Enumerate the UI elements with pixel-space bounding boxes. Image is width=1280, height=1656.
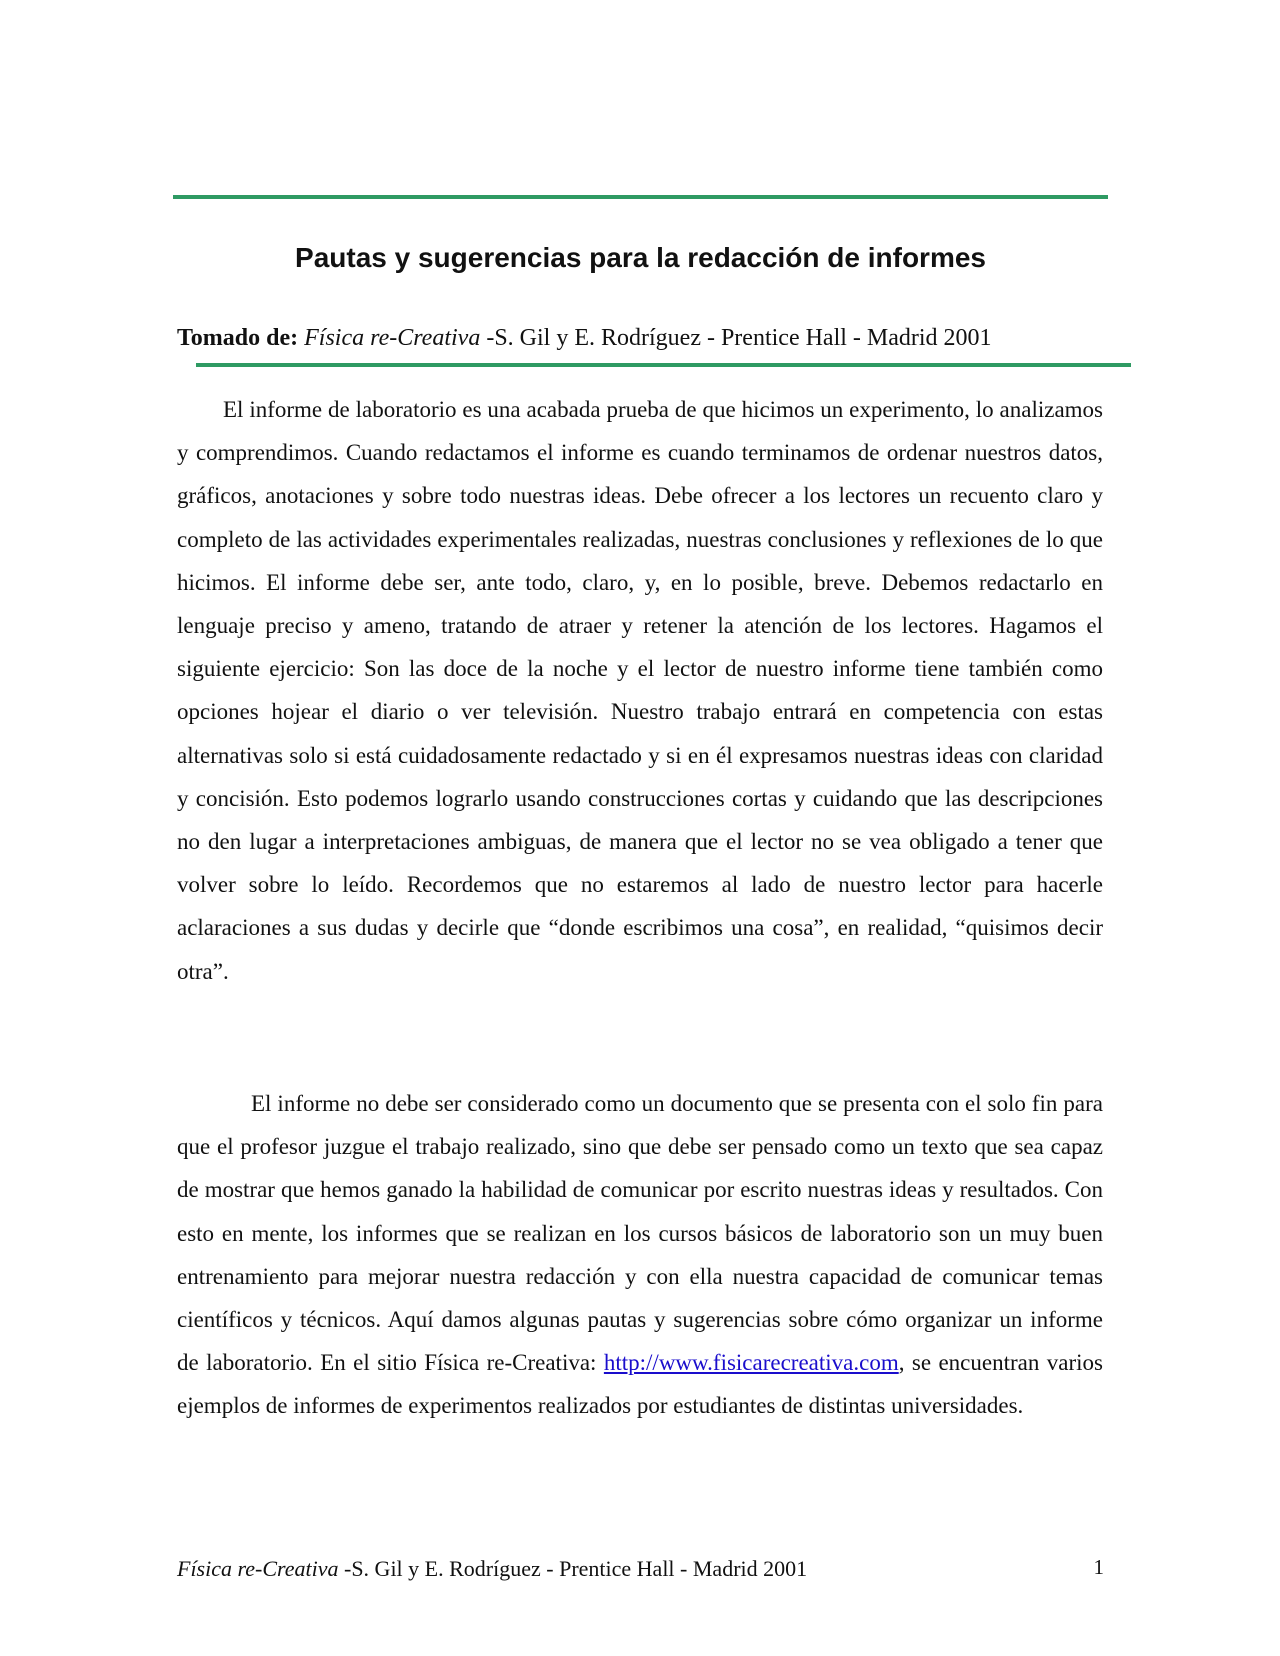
body-paragraph-2 [177, 1082, 1103, 1428]
page-number: 1 [1093, 1555, 1104, 1579]
source-details: -S. Gil y E. Rodríguez - Prentice Hall - Madrid 2001 [486, 325, 992, 351]
fisicarecreativa-link[interactable]: http://www.fisicarecreativa.com [603, 1350, 899, 1376]
source-divider-rule [196, 363, 1131, 367]
source-book-title: Física re-Creativa [304, 325, 481, 351]
footer-book-title: Física re-Creativa [177, 1556, 339, 1581]
document-title: Pautas y sugerencias para la redacción de informes [295, 242, 986, 273]
body-paragraph-1: El informe de laboratorio es una acabada prueba de que hicimos un experimento, lo analizamos y comprendimos. Cuando redactamos el informe es cuando terminamos de ordenar nuestros datos, gráficos, anotaciones y sobre todo nuestras ideas. Debe ofrecer a los lectores un recuento claro y completo de las actividades experimentales realizadas, nuestras conclusiones y reflexiones de lo que hicimos. El informe debe ser, ante todo, claro, y, en lo posible, breve. Debemos redactarlo en lenguaje preciso y ameno, tratando de atraer y retener la atención de los lectores. Hagamos el siguiente ejercicio: Son las doce de la noche y el lector de nuestro informe tiene también como opciones hojear el diario o ver televisión. Nuestro trabajo entrará en competencia con estas alternativas solo si está cuidadosamente redactado y si en él expresamos nuestras ideas con claridad y concisión. Esto podemos lograrlo usando construcciones cortas y cuidando que las descripciones no den lugar a interpretaciones ambiguas, de manera que el lector no se vea obligado a tener que volver sobre lo leído. Recordemos que no estaremos al lado de nuestro lector para hacerle aclaraciones a sus dudas y decirle que “donde escribimos una cosa”, en realidad, “quisimos decir otra”. [177, 397, 1103, 984]
paragraph-2-text-before-link: El informe no debe ser considerado como un documento que se presenta con el solo fin para que el profesor juzgue el trabajo realizado, sino que debe ser pensado como un texto que sea capaz de mostrar que hemos ganado la habilidad de comunicar por escrito nuestras ideas y resultados. Con esto en mente, los informes que se realizan en los cursos básicos de laboratorio son un muy buen entrenamiento para mejorar nuestra redacción y con ella nuestra capacidad de comunicar temas científicos y técnicos. Aquí damos algunas pautas y sugerencias sobre cómo organizar un informe de laboratorio. En el sitio Física re-Creativa: [177, 1091, 1103, 1376]
source-citation [177, 323, 992, 353]
footer-details: -S. Gil y E. Rodríguez - Prentice Hall - Madrid 2001 [338, 1556, 808, 1581]
footer-citation [177, 1555, 807, 1583]
top-divider-rule [173, 195, 1108, 199]
paragraph-2-text-after-link: , se encuentran varios ejemplos de informes de experimentos realizados por estudiantes de distintas universidades. [177, 1350, 1103, 1419]
source-label: Tomado de: [177, 325, 299, 351]
